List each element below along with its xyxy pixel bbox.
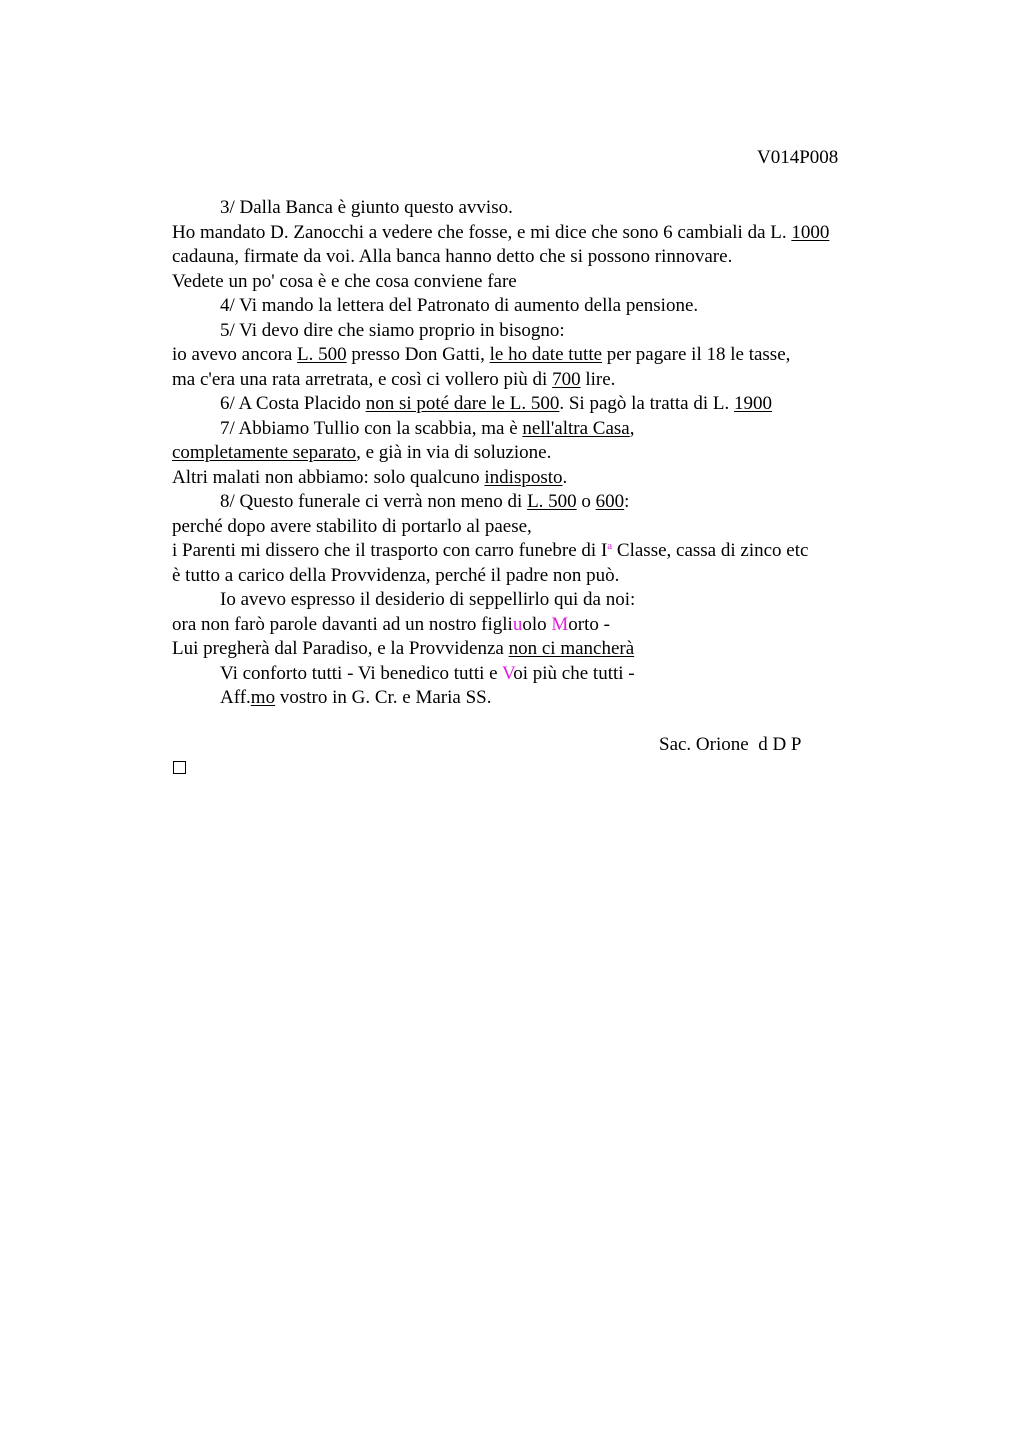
text-segment: perché dopo avere stabilito di portarlo al paese,	[172, 515, 532, 537]
letter-line	[172, 392, 912, 417]
text-segment: Vi conforto tutti - Vi benedico tutti e	[220, 662, 502, 684]
letter-line	[172, 196, 912, 221]
text-segment: :	[624, 491, 630, 512]
letter-line	[172, 564, 912, 589]
text-segment: 8/ Questo funerale ci verrà non meno di	[220, 491, 528, 512]
text-segment: 6/ A Costa Placido	[220, 393, 366, 414]
text-segment: io avevo ancora	[172, 344, 298, 365]
underlined-text: nell'altra Casa	[522, 417, 630, 439]
letter-line	[172, 490, 912, 515]
text-segment: 5/ Vi devo dire che siamo proprio in bisogno:	[220, 319, 565, 341]
letter-line	[172, 686, 912, 711]
text-segment: i Parenti mi dissero che il trasporto con carro funebre di I	[172, 540, 608, 561]
underlined-text: 700	[552, 368, 581, 390]
underlined-text: mo	[250, 687, 276, 708]
text-segment: olo	[522, 613, 552, 635]
letter-line	[172, 637, 912, 662]
checkbox-square-icon	[173, 761, 186, 774]
letter-line	[172, 539, 912, 564]
correction-text: V	[501, 662, 514, 684]
letter-line	[172, 417, 912, 442]
text-segment: Lui pregherà dal Paradiso, e la Provvidenza	[172, 638, 509, 659]
letter-line	[172, 368, 912, 393]
text-segment: Ho mandato D. Zanocchi a vedere che fosse, e mi dice che sono 6 cambiali da L.	[172, 221, 792, 243]
text-segment: 4/ Vi mando la lettera del Patronato di aumento della pensione.	[220, 295, 699, 316]
text-segment: orto -	[568, 613, 610, 635]
text-segment: .	[562, 466, 568, 488]
text-segment: cadauna, firmate da voi. Alla banca hanno detto che si possono rinnovare.	[172, 246, 733, 267]
letter-line	[172, 221, 912, 246]
underlined-text: L. 500	[297, 344, 347, 365]
text-segment: . Si pagò la tratta di L.	[559, 393, 734, 414]
text-segment: ,	[629, 417, 635, 439]
text-segment: Vedete un po' cosa è e che cosa conviene fare	[172, 270, 517, 292]
letter-line	[172, 343, 912, 368]
letter-line	[172, 515, 912, 540]
text-segment: oi più che tutti -	[513, 662, 635, 684]
letter-line	[172, 294, 912, 319]
text-segment: Aff.	[220, 687, 251, 708]
text-segment: Classe, cassa di zinco etc	[612, 540, 809, 561]
letter-line	[172, 270, 912, 295]
text-segment: Io avevo espresso il desiderio di seppellirlo qui da noi:	[220, 589, 636, 610]
text-segment: o	[576, 491, 596, 512]
signature: Sac. Orione d D P	[659, 734, 802, 755]
text-segment: lire.	[580, 368, 616, 390]
text-segment: ma c'era una rata arretrata, e così ci vollero più di	[172, 368, 553, 390]
document-code: V014P008	[757, 147, 839, 168]
letter-line	[172, 441, 912, 466]
letter-line	[172, 319, 912, 344]
underlined-text: 1000	[791, 221, 830, 243]
text-segment: è tutto a carico della Provvidenza, perché il padre non può.	[172, 564, 620, 586]
text-segment: 3/ Dalla Banca è giunto questo avviso.	[220, 197, 513, 218]
underlined-text: 600	[595, 491, 625, 512]
correction-text: a	[607, 540, 613, 552]
letter-line	[172, 662, 912, 687]
correction-text: M	[551, 613, 569, 635]
underlined-text: L. 500	[527, 491, 577, 512]
letter-line	[172, 613, 912, 638]
correction-text: u	[512, 613, 523, 635]
underlined-text: indisposto	[484, 466, 563, 488]
text-segment: presso Don Gatti,	[346, 344, 490, 365]
letter-body	[172, 196, 912, 711]
text-segment: Altri malati non abbiamo: solo qualcuno	[172, 466, 485, 488]
letter-line	[172, 245, 912, 270]
underlined-text: non ci mancherà	[508, 638, 635, 659]
underlined-text: le ho date tutte	[489, 344, 603, 365]
underlined-text: completamente separato	[172, 442, 357, 463]
letter-line	[172, 466, 912, 491]
text-segment: vostro in G. Cr. e Maria SS.	[275, 687, 492, 708]
text-segment: ora non farò parole davanti ad un nostro figli	[172, 613, 513, 635]
text-segment: 7/ Abbiamo Tullio con la scabbia, ma è	[220, 417, 523, 439]
underlined-text: 1900	[734, 393, 772, 414]
letter-line	[172, 588, 912, 613]
text-segment: per pagare il 18 le tasse,	[602, 344, 791, 365]
underlined-text: non si poté dare le L. 500	[365, 393, 560, 414]
text-segment: , e già in via di soluzione.	[356, 442, 552, 463]
